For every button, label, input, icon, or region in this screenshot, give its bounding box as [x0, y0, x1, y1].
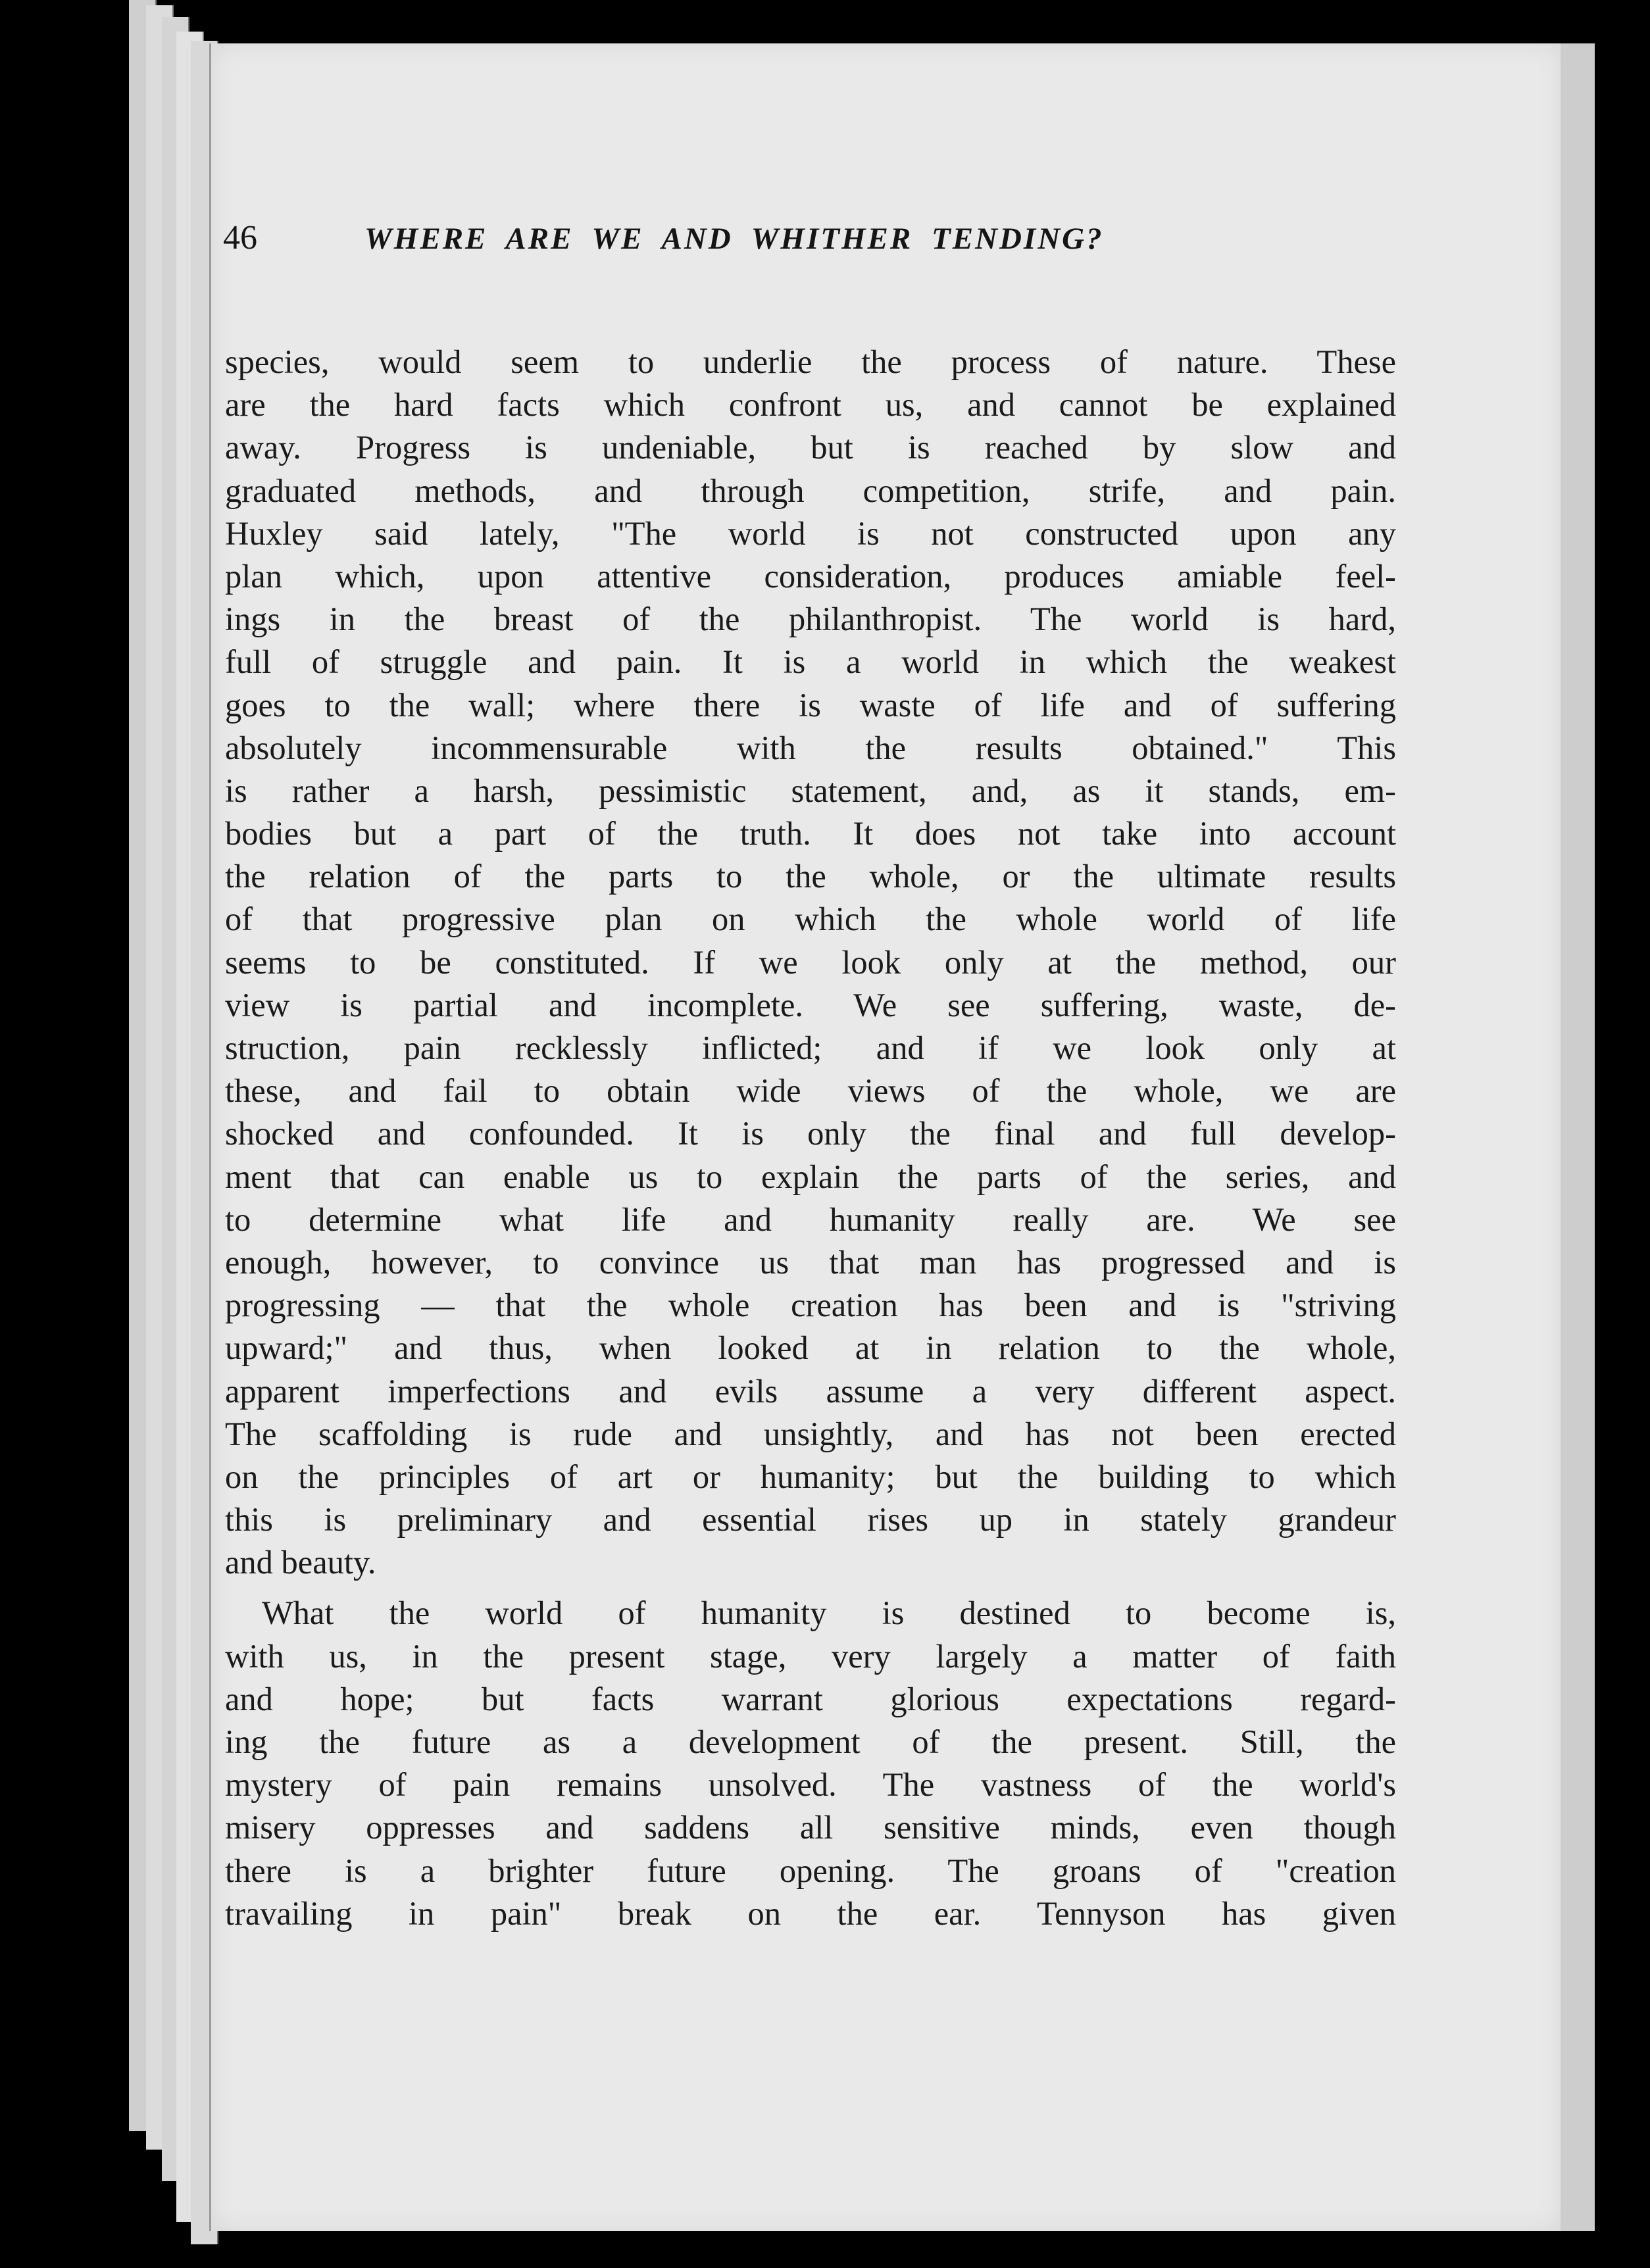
text-line: ment that can enable us to explain the parts of the series, and: [225, 1158, 1396, 1195]
text-line: these, and fail to obtain wide views of the whole, we are: [225, 1072, 1396, 1110]
text-line: species, would seem to underlie the process of nature. These: [225, 343, 1396, 380]
text-line: shocked and confounded. It is only the final and full develop-: [225, 1115, 1396, 1152]
page-number: 46: [223, 219, 257, 257]
paragraph: [225, 341, 1396, 1584]
text-line: The scaffolding is rude and unsightly, and has not been erected: [225, 1415, 1396, 1452]
text-line: ings in the breast of the philanthropist. The world is hard,: [225, 601, 1396, 638]
text-line: this is preliminary and essential rises up in stately grandeur: [225, 1501, 1396, 1539]
text-line: is rather a harsh, pessimistic statement, and, as it stands, em-: [225, 772, 1396, 809]
text-line: bodies but a part of the truth. It does not take into account: [225, 815, 1396, 852]
text-line: to determine what life and humanity really are. We see: [225, 1200, 1396, 1238]
text-line: full of struggle and pain. It is a world in which the weakest: [225, 643, 1396, 681]
text-line: graduated methods, and through competition, strife, and pain.: [225, 472, 1396, 509]
text-line: plan which, upon attentive consideration, produces amiable feel-: [225, 557, 1396, 595]
text-line: are the hard facts which confront us, and cannot be explained: [225, 386, 1396, 424]
text-line: Huxley said lately, "The world is not constructed upon any: [225, 514, 1396, 552]
text-line: progressing — that the whole creation has been and is "striving: [225, 1287, 1396, 1324]
text-line: on the principles of art or humanity; but the building to which: [225, 1458, 1396, 1495]
text-line: of that progressive plan on which the whole world of life: [225, 900, 1396, 938]
text-line: misery oppresses and saddens all sensitive minds, even though: [225, 1809, 1396, 1846]
text-line: seems to be constituted. If we look only at the method, our: [225, 943, 1396, 981]
text-line: view is partial and incomplete. We see suffering, waste, de-: [225, 986, 1396, 1023]
text-line: the relation of the parts to the whole, or the ultimate results: [225, 858, 1396, 895]
running-head: WHERE ARE WE AND WHITHER TENDING?: [364, 222, 1104, 256]
paragraph: [225, 1592, 1396, 1935]
text-line: there is a brighter future opening. The groans of "creation: [225, 1852, 1396, 1889]
text-line: What the world of humanity is destined to become is,: [262, 1594, 1396, 1632]
text-line: ing the future as a development of the present. Still, the: [225, 1723, 1396, 1760]
facing-page-edge: [1595, 66, 1611, 2210]
text-line: goes to the wall; where there is waste of life and of suffering: [225, 686, 1396, 724]
text-line: with us, in the present stage, very largely a matter of faith: [225, 1637, 1396, 1675]
text-line: apparent imperfections and evils assume a very different aspect.: [225, 1372, 1396, 1410]
text-line: upward;" and thus, when looked at in relation to the whole,: [225, 1329, 1396, 1367]
text-line: mystery of pain remains unsolved. The vastness of the world's: [225, 1766, 1396, 1804]
text-line: absolutely incommensurable with the results obtained." This: [225, 729, 1396, 766]
text-line: away. Progress is undeniable, but is reached by slow and: [225, 429, 1396, 466]
page-gutter: [1561, 43, 1595, 2231]
text-line: struction, pain recklessly inflicted; and if we look only at: [225, 1029, 1396, 1066]
text-line: and hope; but facts warrant glorious expectations regard-: [225, 1680, 1396, 1717]
body-text: [225, 341, 1396, 1935]
text-line: enough, however, to convince us that man has progressed and is: [225, 1243, 1396, 1281]
text-line: travailing in pain" break on the ear. Tennyson has given: [225, 1894, 1396, 1932]
text-line: and beauty.: [225, 1544, 376, 1581]
